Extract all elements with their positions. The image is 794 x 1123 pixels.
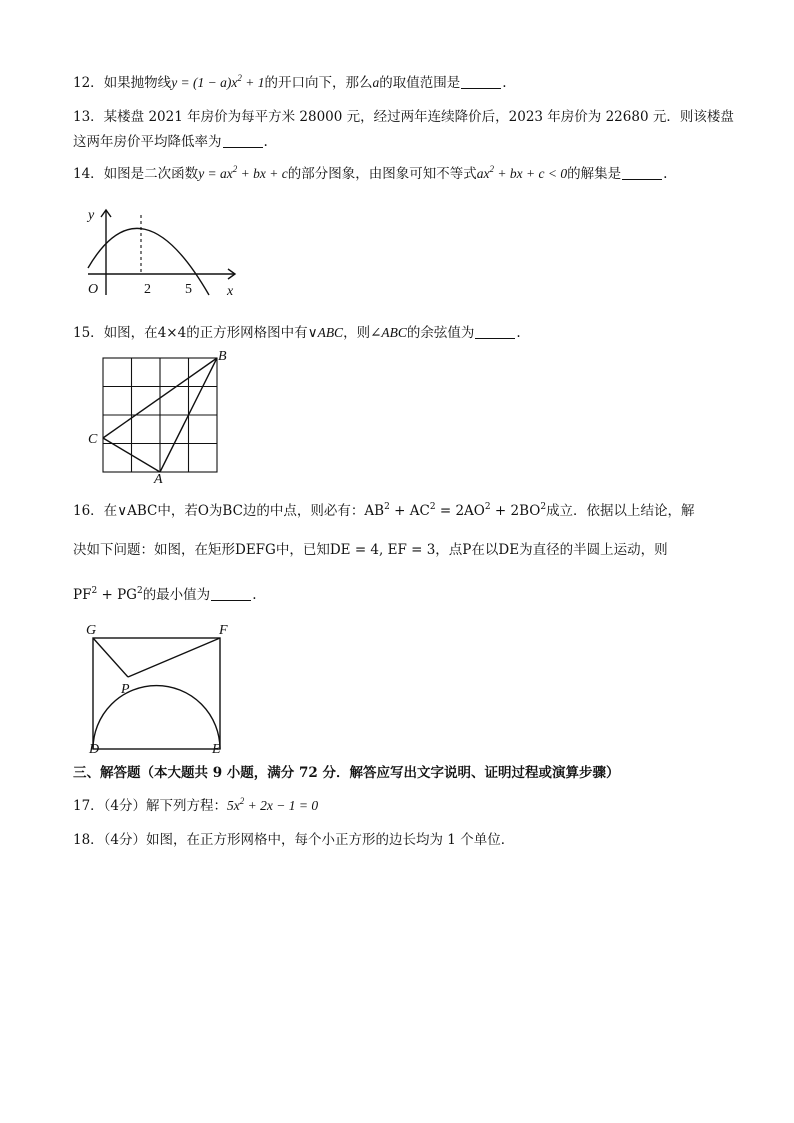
y-label: y [88, 208, 95, 223]
q14-inequality: $ax^2$ + bx + c < 0 [476, 164, 568, 181]
question-14: 14．如图是二次函数$y = ax^2$ + bx + c的部分图象，由图象可知不等式$ax^2$ + bx + c < 0的解集是 . [73, 164, 668, 182]
point-p-label: P [121, 682, 130, 697]
grid [103, 358, 217, 472]
question-17: 17．（4分）解下列方程：$5x^2 + 2x - 1 = 0$ [73, 796, 319, 814]
tick-5-label: 5 [185, 282, 192, 297]
origin-label: O [88, 282, 99, 297]
q14-formula: $y = ax^2$ + bx + c [198, 164, 288, 181]
q15-grid-figure [85, 347, 235, 487]
question-15: 15．如图，在4×4的正方形网格图中有∨ABC，则∠ABC的余弦值为 . [73, 325, 521, 341]
question-12: 12．如果抛物线$y = (1 - a)x^2 + 1$的开口向下，那么a的取值范围是 . [73, 73, 507, 91]
q16-expression: $PF^2 + PG^2$ [73, 586, 143, 603]
answer-blank [475, 326, 515, 339]
q17-equation: $5x^2 + 2x - 1 = 0$ [227, 796, 319, 813]
answer-blank [211, 588, 251, 601]
question-16-line-2: 决如下问题：如图，在矩形DEFG中，已知DE = 4, EF = 3，点P在以DE为直径的半圆上运动，则 [73, 542, 668, 558]
semicircle [93, 686, 220, 749]
vertex-e-label: E [212, 742, 221, 757]
answer-blank [461, 76, 501, 89]
segment-pg [93, 638, 128, 677]
vertex-c-label: C [88, 432, 98, 447]
rectangle-defg [93, 638, 220, 749]
answer-blank [622, 167, 662, 180]
q14-parabola-figure [83, 205, 243, 300]
segment-pf [128, 638, 220, 677]
q16-rectangle-figure [83, 620, 258, 755]
q16-equation: $AB^2 + AC^2 = 2AO^2 + 2BO^2$ [364, 502, 547, 519]
vertex-d-label: D [89, 742, 100, 757]
vertex-a-label: A [154, 472, 163, 487]
question-16-line-3: $PF^2 + PG^2$的最小值为 . [73, 586, 257, 603]
vertex-g-label: G [86, 623, 97, 638]
tick-2-label: 2 [144, 282, 151, 297]
vertex-b-label: B [218, 349, 227, 364]
question-13-line-1: 13．某楼盘 2021 年房价为每平方米 28000 元，经过两年连续降价后，2023 年房价为 22680 元．则该楼盘 [73, 109, 734, 125]
vertex-f-label: F [219, 623, 228, 638]
question-16-line-1: 16．在∨ABC中，若O为BC边的中点，则必有：$AB^2 + AC^2 = 2AO^2 + 2BO^2$成立．依据以上结论，解 [73, 502, 695, 519]
q12-formula: $y = (1 - a)x^2 + 1$ [171, 73, 265, 90]
question-13-line-2: 这两年房价平均降低率为 . [73, 134, 268, 150]
answer-blank [223, 135, 263, 148]
section-3-heading: 三、解答题（本大题共 9 小题，满分 72 分．解答应写出文字说明、证明过程或演算步骤） [73, 765, 620, 781]
question-18: 18．（4分）如图，在正方形网格中，每个小正方形的边长均为 1 个单位． [73, 832, 515, 848]
x-label: x [227, 284, 234, 299]
